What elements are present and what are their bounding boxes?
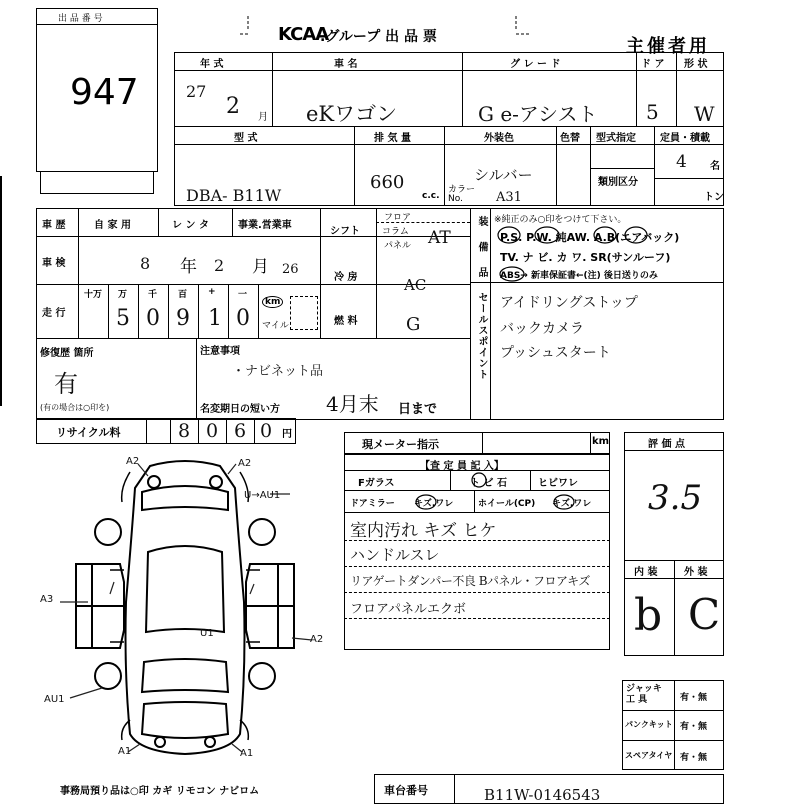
- car-name-value: eKワゴン: [306, 102, 398, 126]
- a2-right: A2: [310, 634, 324, 645]
- equipment-label: 装 備 品: [476, 216, 487, 283]
- history-rental: レ ン タ: [172, 220, 209, 231]
- notices-value: ・ナビネット品: [232, 364, 324, 379]
- col-grade: グ レ ー ド: [510, 59, 561, 70]
- notices-label: 注意事項: [200, 346, 240, 357]
- capacity-mark: 4: [676, 152, 687, 172]
- lot-number-value: 947: [70, 72, 139, 113]
- mileage-km: km: [262, 296, 283, 308]
- grade-value: G e-アシスト: [478, 102, 598, 126]
- glass-values: ト ビ 石: [470, 478, 507, 489]
- mileage-unit-100: 百: [178, 290, 188, 300]
- color-no-value: A31: [496, 190, 522, 205]
- a3-left: A3: [40, 594, 54, 605]
- sales-point-2: バックカメラ: [500, 321, 584, 337]
- meter-unit: km: [592, 436, 610, 447]
- shift-panel: パネル: [384, 241, 412, 251]
- shift-floor: フロア: [384, 213, 412, 223]
- a1-rear-right: A1: [240, 748, 254, 759]
- repair-note: (有の場合は○印を): [40, 403, 110, 412]
- sales-points-label: セールスポイント: [476, 292, 487, 380]
- model-value: DBA- B11W: [186, 186, 282, 205]
- interior-value: b: [634, 590, 663, 641]
- tool-jack-label: ジャッキ 工 具: [626, 684, 662, 705]
- equipment-circles: [494, 224, 694, 284]
- inspection-day: 26: [282, 262, 299, 277]
- col-car-name: 車 名: [334, 59, 358, 70]
- header-organizer: 主催者用: [626, 36, 710, 57]
- chassis-label: 車台番号: [384, 784, 428, 797]
- equipment-line1: P.S. P.W. 純AW. A.B(エアバック): [500, 231, 680, 244]
- ac-value: AC: [404, 276, 427, 294]
- exterior-value: C: [688, 590, 721, 639]
- wheel-values: キズ.ワレ: [552, 499, 592, 509]
- a2-front-left: A2: [126, 456, 140, 467]
- header-logo: KCAA: [278, 24, 329, 45]
- shift-value: AT: [428, 228, 451, 248]
- repair-value: 有: [54, 370, 78, 398]
- history-business: 事業.営業車: [238, 220, 292, 231]
- deadline-label: 名変期日の短い方: [200, 404, 280, 415]
- mileage-unit-1k: 千: [148, 290, 158, 300]
- inspector-note-2: ハンドルスレ: [350, 546, 440, 564]
- exterior-color-value: シルバー: [474, 166, 533, 184]
- inspection-year: 8: [140, 254, 151, 273]
- mileage-digit-4: 1: [208, 306, 222, 331]
- header-corner-marks: [230, 10, 790, 44]
- interior-label: 内 装: [634, 567, 658, 578]
- recycle-label: リサイクル料: [56, 426, 121, 439]
- mirror-label: ドアミラー: [350, 499, 395, 509]
- keys-note: 事務局預り品は○印 カギ リモコン ナビロム: [60, 786, 260, 797]
- color-no-label: カラー No.: [448, 185, 476, 204]
- inspector-circles: [344, 470, 610, 514]
- recycle-digit-4: 0: [260, 420, 273, 442]
- inspector-entry-label: 【査 定 員 記 入】: [420, 461, 504, 472]
- chassis-value: B11W-0146543: [484, 786, 601, 804]
- mileage-unit-10: +: [208, 287, 216, 297]
- car-damage-diagram: [30, 452, 340, 760]
- tool-spare-value: 有・無: [680, 753, 708, 763]
- col-capacity: 定員・積載: [660, 133, 710, 144]
- inspector-note-3: リアゲートダンパー不良 Bパネル・フロアキズ: [350, 574, 590, 588]
- fuel-value: G: [406, 314, 421, 335]
- year-value: 27: [186, 82, 207, 101]
- inspection-nen: 年: [180, 257, 197, 277]
- glass-label: Fガラス: [358, 478, 395, 489]
- mileage-mile: マイル: [262, 321, 289, 331]
- mileage-digit-3: 9: [176, 306, 190, 331]
- header-title: .グループ 出 品 票: [320, 29, 437, 45]
- mileage-digit-2: 0: [146, 306, 160, 331]
- month-unit: 月: [258, 112, 268, 123]
- tool-punc-label: パンクキット: [625, 720, 673, 729]
- displacement-value: 660: [370, 172, 405, 193]
- glass-crack: ヒビワレ: [538, 478, 578, 489]
- deadline-suffix: 日まで: [398, 402, 438, 417]
- col-type-designation: 型式指定: [596, 133, 636, 144]
- cc-unit: c.c.: [422, 191, 440, 201]
- meter-label: 現メーター指示: [362, 438, 439, 451]
- grade-value: 3.5: [648, 478, 703, 518]
- equipment-line3: ABS→ 新車保証書←(注) 後日送りのみ: [500, 271, 658, 281]
- recycle-unit: 円: [282, 429, 292, 440]
- col-exterior-color: 外装色: [484, 133, 514, 144]
- mileage-digit-5: 0: [236, 306, 250, 331]
- tool-spare-label: スペアタイヤ: [625, 751, 673, 760]
- capacity-unit: 名: [710, 161, 720, 172]
- lot-number-label: 出 品 番 号: [58, 14, 103, 24]
- tool-jack-value: 有・無: [680, 693, 708, 703]
- grade-label: 評 価 点: [648, 439, 685, 450]
- inspector-note-4: フロアパネルエクボ: [350, 602, 466, 617]
- history-label: 車 歴: [42, 220, 66, 231]
- year-month-value: 2: [226, 94, 240, 119]
- mileage-unit-10k: 万: [118, 290, 128, 300]
- sales-point-3: プッシュスタート: [500, 345, 611, 361]
- wheel-label: ホイール(CP): [478, 499, 536, 509]
- inspection-month: 2: [214, 256, 225, 275]
- col-displacement: 排 気 量: [374, 133, 411, 144]
- sales-point-1: アイドリングストップ: [500, 295, 638, 311]
- equipment-note: ※純正のみ○印をつけて下さい。: [494, 215, 627, 225]
- inspection-label: 車 検: [42, 258, 66, 269]
- shift-column: コラム: [382, 227, 409, 237]
- mileage-label: 走 行: [42, 308, 66, 319]
- tonnage-unit: トン: [704, 192, 724, 203]
- mirror-values: キズ.ワレ: [414, 499, 454, 509]
- doors-value: 5: [646, 100, 659, 124]
- recycle-digit-3: 6: [234, 420, 247, 442]
- col-doors: ド ア: [641, 59, 665, 70]
- mileage-unit-1: 一: [238, 290, 248, 300]
- equipment-line2: TV. ナ ビ. カ ワ. SR(サンルーフ): [500, 251, 671, 264]
- mileage-unit-100k: 十万: [84, 290, 103, 300]
- u1-roof: U1: [200, 628, 214, 639]
- col-category: 類別区分: [598, 177, 638, 188]
- inspection-gatsu: 月: [252, 257, 269, 277]
- col-shape: 形 状: [684, 59, 708, 70]
- a1-rear-left: A1: [118, 746, 132, 757]
- col-year: 年 式: [200, 59, 224, 70]
- a2-front-right: A2: [238, 458, 252, 469]
- recycle-digit-1: 8: [178, 420, 191, 442]
- recycle-digit-2: 0: [206, 420, 219, 442]
- deadline-value: 4月末: [326, 392, 379, 416]
- history-private: 自 家 用: [94, 220, 131, 231]
- repair-label: 修復歴 箇所: [40, 348, 94, 359]
- tool-punc-value: 有・無: [680, 722, 708, 732]
- fuel-label: 燃 料: [334, 316, 358, 327]
- au1-rear-left: AU1: [44, 694, 65, 705]
- mileage-digit-1: 5: [116, 306, 130, 331]
- col-color-change: 色替: [560, 133, 580, 144]
- ac-label: 冷 房: [334, 272, 358, 283]
- col-model: 型 式: [234, 133, 258, 144]
- shift-label: シフト: [330, 226, 360, 237]
- exterior-label: 外 装: [684, 567, 708, 578]
- shape-value: W: [694, 102, 715, 126]
- inspector-note-1: 室内汚れ キズ ヒケ: [350, 521, 497, 541]
- u-au1: U→AU1: [244, 490, 281, 501]
